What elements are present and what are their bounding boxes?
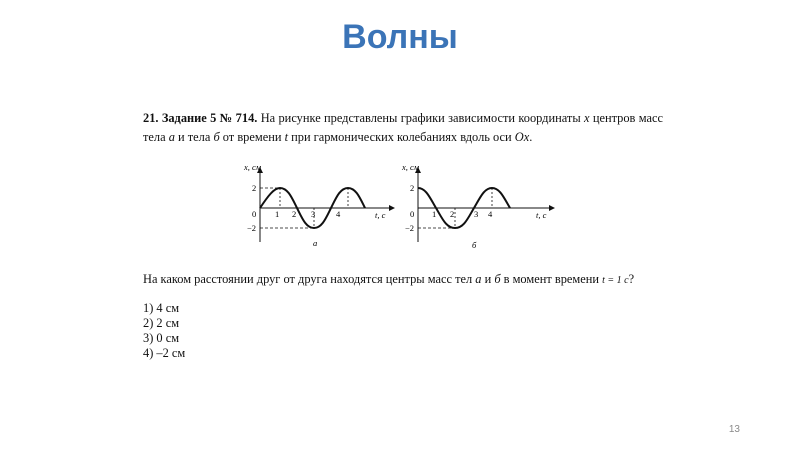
answer-option: 4) –2 см xyxy=(143,346,186,360)
y-tick-neg: −2 xyxy=(247,223,257,233)
answer-list xyxy=(143,301,185,361)
y-axis-label: x, см xyxy=(402,162,420,172)
graph-caption: б xyxy=(472,240,477,250)
x-tick: 2 xyxy=(292,209,297,219)
page-number: 13 xyxy=(728,424,740,435)
graph-a xyxy=(222,160,402,252)
x-axis-label: t, c xyxy=(375,210,386,220)
y-tick-pos: 2 xyxy=(252,183,257,193)
task-number: 21. Задание 5 № 714. xyxy=(143,111,258,125)
graph-caption: а xyxy=(313,238,318,248)
x-tick: 1 xyxy=(275,209,280,219)
origin-label: 0 xyxy=(410,209,415,219)
answer-option: 3) 0 см xyxy=(143,331,180,345)
question: На каком расстоянии друг от друга находятся центры масс тел а и б в момент времени t = 1 с? xyxy=(143,272,635,286)
x-tick: 4 xyxy=(488,209,493,219)
y-tick-neg: −2 xyxy=(405,223,415,233)
origin-label: 0 xyxy=(252,209,257,219)
x-tick: 3 xyxy=(311,209,316,219)
graph-b xyxy=(392,160,572,252)
x-tick: 3 xyxy=(474,209,479,219)
x-tick: 4 xyxy=(336,209,341,219)
answer-option: 1) 4 см xyxy=(143,301,180,315)
y-tick-pos: 2 xyxy=(410,183,415,193)
y-axis-label: x, см xyxy=(244,162,262,172)
slide-title: Волны xyxy=(342,18,458,56)
task-statement: 21. Задание 5 № 714. На рисунке представлены графики зависимости координаты x центров масс тела а и тела б от времени t при гармонических колебаниях вдоль оси Ox. xyxy=(143,111,663,144)
x-axis-label: t, c xyxy=(536,210,547,220)
time-moment: t = 1 с xyxy=(602,275,629,286)
x-tick: 1 xyxy=(432,209,437,219)
x-tick: 2 xyxy=(450,209,455,219)
answer-option: 2) 2 см xyxy=(143,316,180,330)
